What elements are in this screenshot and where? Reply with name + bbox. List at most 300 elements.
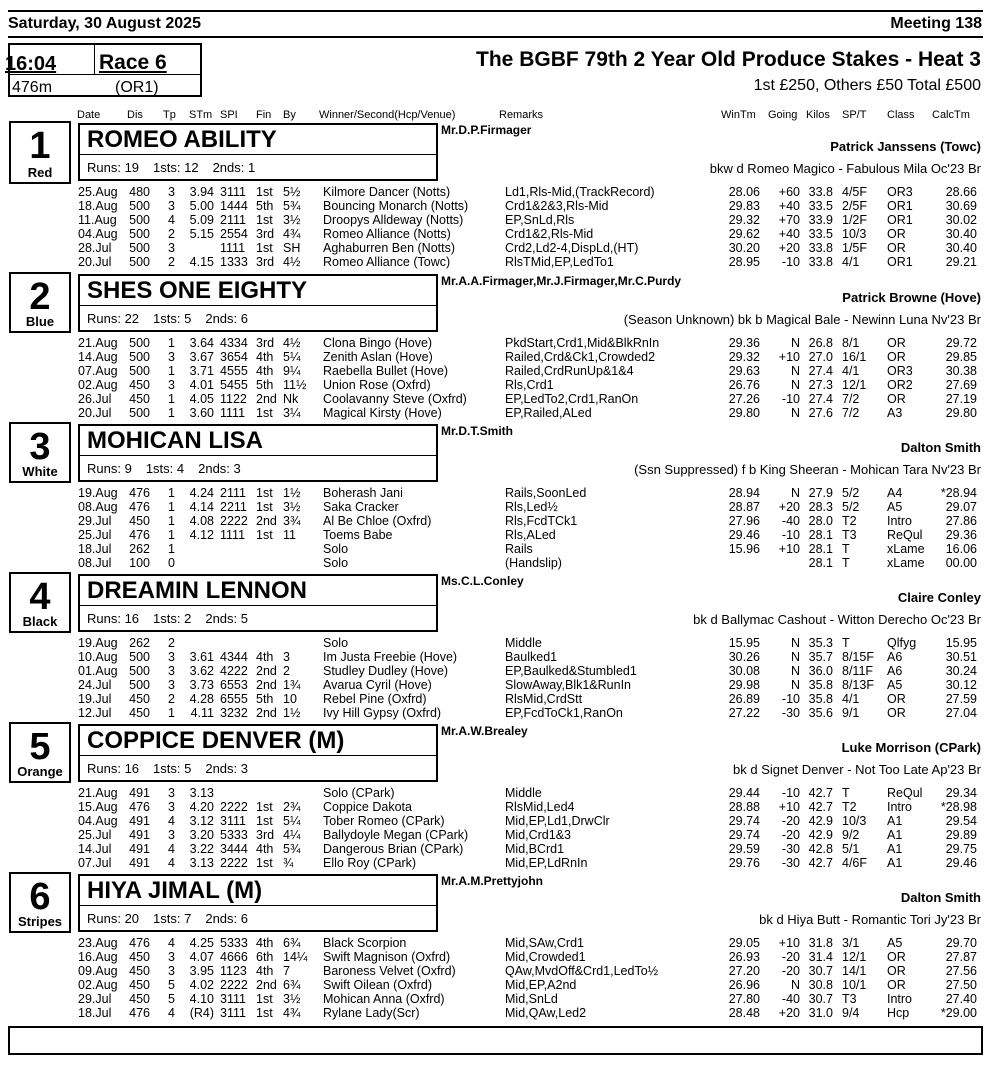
form-cell: 1122 xyxy=(220,392,247,406)
form-cell: 30.8 xyxy=(808,978,833,992)
form-cell: Tober Romeo (CPark) xyxy=(323,814,445,828)
trainer: Patrick Janssens (Towc) xyxy=(830,139,981,154)
form-cell: 19.Aug xyxy=(78,486,118,500)
form-cell: 19.Aug xyxy=(78,636,118,650)
form-cell: +20 xyxy=(778,241,800,255)
runs-count: Runs: 9 xyxy=(87,461,132,476)
form-cell: Union Rose (Oxfrd) xyxy=(323,378,431,392)
form-cell: Ballydoyle Megan (CPark) xyxy=(323,828,469,842)
trap-box xyxy=(9,572,71,633)
form-cell: 1st xyxy=(256,213,273,227)
form-cell: 3/1 xyxy=(842,936,860,950)
form-cell: 28.1 xyxy=(808,528,833,542)
form-cell: 12/1 xyxy=(842,378,867,392)
form-cell: 31.8 xyxy=(808,936,833,950)
form-cell: 3rd xyxy=(256,255,275,269)
form-cell: Baroness Velvet (Oxfrd) xyxy=(323,964,456,978)
form-cell: 42.7 xyxy=(808,856,833,870)
form-cell: 1st xyxy=(256,814,273,828)
form-cell: Droopys Alldeway (Notts) xyxy=(323,213,464,227)
form-cell: 29.89 xyxy=(945,828,977,842)
form-cell: -40 xyxy=(781,992,800,1006)
form-cell: 7/2 xyxy=(842,392,860,406)
runs-summary xyxy=(87,160,269,175)
form-cell: 4th xyxy=(256,650,274,664)
form-cell: 02.Aug xyxy=(78,378,118,392)
form-cell: 29.54 xyxy=(945,814,977,828)
dog-name: MOHICAN LISA xyxy=(87,427,263,454)
form-cell: 28.3 xyxy=(808,500,833,514)
form-cell: 4.07 xyxy=(189,950,214,964)
form-cell: 5.15 xyxy=(189,227,214,241)
form-cell: Mid,BCrd1 xyxy=(505,842,565,856)
form-cell: 3rd xyxy=(256,336,275,350)
form-cell: N xyxy=(790,406,800,420)
form-cell: T2 xyxy=(842,514,857,528)
form-cell: 4/6F xyxy=(842,856,868,870)
form-cell: 3¾ xyxy=(283,514,301,528)
form-cell: 2554 xyxy=(220,227,248,241)
firsts-count: 1sts: 5 xyxy=(153,761,192,776)
form-cell: 6th xyxy=(256,950,274,964)
form-cell: 1 xyxy=(168,514,175,528)
column-header: SP/T xyxy=(842,109,867,121)
form-cell: 491 xyxy=(129,814,150,828)
form-cell: 1111 xyxy=(220,241,246,255)
dog-name: DREAMIN LENNON xyxy=(87,577,307,604)
form-cell: 29.62 xyxy=(728,227,760,241)
form-cell: 6555 xyxy=(220,692,248,706)
form-cell: 500 xyxy=(129,255,150,269)
form-cell: 4.20 xyxy=(189,800,214,814)
form-cell: *28.98 xyxy=(940,800,977,814)
form-cell: QAw,MvdOff&Crd1,LedTo½ xyxy=(505,964,659,978)
form-cell: A5 xyxy=(887,500,903,514)
form-cell: Coppice Dakota xyxy=(323,800,412,814)
form-cell: N xyxy=(790,650,800,664)
breeding: bk d Hiya Butt - Romantic Tori Jy'23 Br xyxy=(759,912,981,927)
seconds-count: 2nds: 6 xyxy=(205,311,248,326)
form-cell: 500 xyxy=(129,241,150,255)
form-cell: 4.05 xyxy=(189,392,214,406)
form-cell: 2 xyxy=(168,227,175,241)
runs-count: Runs: 16 xyxy=(87,611,140,626)
form-cell: 11½ xyxy=(283,378,307,392)
form-cell: 42.9 xyxy=(808,828,833,842)
form-cell: +40 xyxy=(778,199,800,213)
form-cell: 4.02 xyxy=(189,978,214,992)
form-cell: +10 xyxy=(778,350,800,364)
trap-colour: Orange xyxy=(17,764,63,779)
form-cell: 30.7 xyxy=(808,992,833,1006)
form-cell: 4¾ xyxy=(283,227,301,241)
form-cell: 3.22 xyxy=(189,842,214,856)
form-cell: T3 xyxy=(842,528,857,542)
form-cell: Bouncing Monarch (Notts) xyxy=(323,199,469,213)
form-cell: 4222 xyxy=(220,664,248,678)
form-cell: 16/1 xyxy=(842,350,867,364)
form-cell: PkdStart,Crd1,Mid&BlkRnIn xyxy=(505,336,660,350)
dog-name: SHES ONE EIGHTY xyxy=(87,277,308,304)
form-cell: 3232 xyxy=(220,706,248,720)
form-cell: 3.95 xyxy=(189,964,214,978)
form-cell: 4.15 xyxy=(189,255,214,269)
form-cell: 1st xyxy=(256,992,273,1006)
trap-colour: Red xyxy=(27,165,53,180)
form-cell: Studley Dudley (Hove) xyxy=(323,664,449,678)
form-cell: 27.6 xyxy=(808,406,833,420)
form-cell: 6¾ xyxy=(283,978,301,992)
form-cell: A6 xyxy=(887,664,903,678)
form-cell: OR xyxy=(887,692,906,706)
firsts-count: 1sts: 4 xyxy=(145,461,185,476)
form-cell: 2nd xyxy=(256,664,277,678)
form-cell: Intro xyxy=(887,992,913,1006)
form-cell: 2nd xyxy=(256,678,277,692)
form-cell: T xyxy=(842,786,850,800)
form-cell: +20 xyxy=(778,1006,800,1020)
form-cell: 31.0 xyxy=(808,1006,833,1020)
form-cell: 30.02 xyxy=(945,213,977,227)
header-rule xyxy=(8,36,983,38)
form-cell: 29.59 xyxy=(728,842,760,856)
form-cell: 3 xyxy=(168,378,175,392)
trap-number: 1 xyxy=(29,125,51,167)
form-cell: RlsMid,CrdStt xyxy=(505,692,583,706)
form-cell: 29.75 xyxy=(945,842,977,856)
form-cell: EP,LedTo2,Crd1,RanOn xyxy=(505,392,639,406)
form-cell: 1½ xyxy=(283,486,301,500)
form-cell: 4th xyxy=(256,936,274,950)
footer-box xyxy=(8,1026,983,1055)
trainer: Dalton Smith xyxy=(900,890,981,905)
form-cell: 6553 xyxy=(220,678,248,692)
form-cell: 8/15F xyxy=(842,650,874,664)
form-cell: 29.32 xyxy=(728,350,760,364)
form-cell: 3.64 xyxy=(189,336,214,350)
form-cell: *28.94 xyxy=(940,486,977,500)
form-cell: 10/3 xyxy=(842,814,867,828)
form-cell: 42.7 xyxy=(808,786,833,800)
form-cell: Solo (CPark) xyxy=(323,786,395,800)
form-cell: 3rd xyxy=(256,828,275,842)
form-cell: -10 xyxy=(781,692,800,706)
form-cell: 450 xyxy=(129,992,150,1006)
form-cell: 476 xyxy=(129,500,150,514)
form-cell: Crd1&2&3,Rls-Mid xyxy=(505,199,609,213)
form-cell: 1123 xyxy=(220,964,247,978)
form-cell: 3½ xyxy=(283,992,301,1006)
form-cell: 14.Aug xyxy=(78,350,118,364)
form-cell: 26.89 xyxy=(728,692,760,706)
trap-box xyxy=(9,722,71,783)
form-cell: 35.8 xyxy=(808,678,833,692)
form-cell: OR xyxy=(887,964,906,978)
form-cell: T xyxy=(842,556,850,570)
breeding: (Ssn Suppressed) f b King Sheeran - Mohican Tara Nv'23 Br xyxy=(634,462,981,477)
form-cell: 33.9 xyxy=(808,213,833,227)
form-cell: 3 xyxy=(283,650,290,664)
form-cell: 8/13F xyxy=(842,678,874,692)
form-cell: 16.Aug xyxy=(78,950,118,964)
form-cell: 29.70 xyxy=(945,936,977,950)
form-cell: -30 xyxy=(781,856,800,870)
form-cell: 2222 xyxy=(220,978,248,992)
form-cell: 3.13 xyxy=(189,856,214,870)
form-cell: -40 xyxy=(781,514,800,528)
form-cell: 3rd xyxy=(256,227,275,241)
form-cell: Toems Babe xyxy=(323,528,393,542)
column-header: Date xyxy=(77,109,101,121)
form-cell: A1 xyxy=(887,856,903,870)
form-cell: 500 xyxy=(129,406,150,420)
trap-number: 5 xyxy=(29,726,51,768)
form-cell: 29.76 xyxy=(728,856,760,870)
form-cell: 35.3 xyxy=(808,636,833,650)
dog-name-box xyxy=(78,274,438,332)
owner: Mr.A.W.Brealey xyxy=(441,724,528,738)
form-cell: Mid,SAw,Crd1 xyxy=(505,936,584,950)
form-cell: 1st xyxy=(256,185,273,199)
form-cell: -20 xyxy=(781,828,800,842)
name-box-divider xyxy=(80,455,436,456)
form-cell: 3 xyxy=(168,185,175,199)
form-cell: 450 xyxy=(129,392,150,406)
form-cell: 4.08 xyxy=(189,514,214,528)
form-cell: 15.96 xyxy=(728,542,760,556)
form-cell: 26.93 xyxy=(728,950,760,964)
form-cell: 3 xyxy=(168,950,175,964)
form-cell: 29.98 xyxy=(728,678,760,692)
form-cell: -10 xyxy=(781,392,800,406)
form-cell: 3 xyxy=(168,800,175,814)
form-cell: Crd1&2,Rls-Mid xyxy=(505,227,594,241)
form-cell: 19.Jul xyxy=(78,692,112,706)
runs-count: Runs: 20 xyxy=(87,911,140,926)
runs-count: Runs: 19 xyxy=(87,160,140,175)
form-cell: 27.22 xyxy=(728,706,760,720)
form-cell: SlowAway,Blk1&RunIn xyxy=(505,678,631,692)
form-cell: Romeo Alliance (Towc) xyxy=(323,255,451,269)
form-cell: 4666 xyxy=(220,950,248,964)
form-cell: -20 xyxy=(781,950,800,964)
form-cell: Crd2,Ld2-4,DispLd,(HT) xyxy=(505,241,639,255)
form-cell: 1st xyxy=(256,241,273,255)
form-cell: OR xyxy=(887,978,906,992)
seconds-count: 2nds: 1 xyxy=(212,160,256,175)
form-cell: 29.63 xyxy=(728,364,760,378)
form-cell: Mid,QAw,Led2 xyxy=(505,1006,587,1020)
form-cell: +60 xyxy=(778,185,800,199)
form-cell: 262 xyxy=(129,542,150,556)
form-cell: 7 xyxy=(283,964,290,978)
form-cell: 28.1 xyxy=(808,542,833,556)
form-cell: 5½ xyxy=(283,185,301,199)
form-cell: 450 xyxy=(129,706,150,720)
form-cell: 29.83 xyxy=(728,199,760,213)
column-header: Going xyxy=(768,109,798,121)
form-cell: T xyxy=(842,636,850,650)
firsts-count: 1sts: 7 xyxy=(153,911,192,926)
form-cell: 4.12 xyxy=(189,528,214,542)
form-cell: 28.Jul xyxy=(78,241,112,255)
trap-colour: White xyxy=(22,464,58,479)
form-cell: 1st xyxy=(256,528,273,542)
form-cell: 5th xyxy=(256,199,274,213)
trap-colour: Black xyxy=(22,614,58,629)
form-cell: Mid,EP,A2nd xyxy=(505,978,577,992)
form-cell: 27.86 xyxy=(945,514,977,528)
seconds-count: 2nds: 3 xyxy=(198,461,241,476)
form-cell: 28.48 xyxy=(728,1006,760,1020)
trap-number: 6 xyxy=(29,876,51,918)
form-cell: 27.4 xyxy=(808,392,833,406)
form-cell: 1 xyxy=(168,706,175,720)
column-header: Remarks xyxy=(499,109,544,121)
form-cell: 2111 xyxy=(220,213,246,227)
form-cell: 5333 xyxy=(220,936,248,950)
column-header: Fin xyxy=(256,109,272,121)
form-cell: Solo xyxy=(323,556,349,570)
form-cell: Nk xyxy=(283,392,299,406)
form-cell: Coolavanny Steve (Oxfrd) xyxy=(323,392,467,406)
trap-number: 3 xyxy=(29,426,51,468)
form-cell: 4.10 xyxy=(189,992,214,1006)
form-cell: Dangerous Brian (CPark) xyxy=(323,842,464,856)
form-cell: 29.44 xyxy=(728,786,760,800)
form-cell: Zenith Aslan (Hove) xyxy=(323,350,433,364)
form-cell: 5455 xyxy=(220,378,248,392)
form-cell: -10 xyxy=(781,255,800,269)
firsts-count: 1sts: 5 xyxy=(153,311,192,326)
form-cell: 2 xyxy=(168,692,175,706)
form-cell: 1111 xyxy=(220,528,246,542)
form-cell: A5 xyxy=(887,936,903,950)
form-cell: 10/1 xyxy=(842,978,867,992)
form-cell: 1½ xyxy=(283,706,301,720)
form-cell: 18.Jul xyxy=(78,1006,112,1020)
form-cell: 491 xyxy=(129,828,150,842)
form-cell: 4/1 xyxy=(842,255,860,269)
form-cell: 42.7 xyxy=(808,800,833,814)
form-cell: 3111 xyxy=(220,185,246,199)
form-cell: 3 xyxy=(168,828,175,842)
form-cell: 1 xyxy=(168,406,175,420)
trap-box xyxy=(9,422,71,483)
form-cell: OR xyxy=(887,706,906,720)
column-header: By xyxy=(283,109,296,121)
form-cell: Im Justa Freebie (Hove) xyxy=(323,650,458,664)
form-cell: 28.1 xyxy=(808,556,833,570)
race-grade: (OR1) xyxy=(115,79,159,96)
form-cell: 30.24 xyxy=(945,664,977,678)
form-cell: 5¾ xyxy=(283,199,301,213)
form-cell: Mid,EP,Ld1,DrwClr xyxy=(505,814,610,828)
form-cell: 30.20 xyxy=(728,241,760,255)
form-cell: 4th xyxy=(256,364,274,378)
column-header: WinTm xyxy=(721,109,756,121)
form-cell: -30 xyxy=(781,842,800,856)
form-cell: 29.05 xyxy=(728,936,760,950)
form-cell: 4th xyxy=(256,842,274,856)
form-cell: 4 xyxy=(168,213,175,227)
form-cell: 4.11 xyxy=(190,706,214,720)
form-cell: OR xyxy=(887,241,906,255)
form-cell: 4 xyxy=(168,856,175,870)
form-cell: 09.Aug xyxy=(78,964,118,978)
form-cell: 30.51 xyxy=(945,650,977,664)
form-cell: 500 xyxy=(129,678,150,692)
form-cell: 5th xyxy=(256,378,274,392)
form-cell: 1 xyxy=(168,542,175,556)
form-cell: 8/1 xyxy=(842,336,860,350)
runs-summary xyxy=(87,611,262,626)
trainer: Claire Conley xyxy=(897,590,981,605)
form-cell: 3.12 xyxy=(189,814,214,828)
form-cell: Ello Roy (CPark) xyxy=(323,856,417,870)
form-cell: A5 xyxy=(887,678,903,692)
owner: Ms.C.L.Conley xyxy=(441,574,524,588)
form-cell: 1/5F xyxy=(842,241,868,255)
form-cell: Mohican Anna (Oxfrd) xyxy=(323,992,445,1006)
form-cell: 11 xyxy=(283,528,296,542)
form-cell: Rls,FcdTCk1 xyxy=(505,514,578,528)
form-cell: 500 xyxy=(129,213,150,227)
form-cell: ReQul xyxy=(887,528,923,542)
form-cell: Railed,Crd&Ck1,Crowded2 xyxy=(505,350,656,364)
form-cell: 2nd xyxy=(256,706,277,720)
column-header: Tp xyxy=(163,109,176,121)
form-cell: A6 xyxy=(887,650,903,664)
form-cell: 30.69 xyxy=(945,199,977,213)
name-box-divider xyxy=(80,755,436,756)
form-cell: A3 xyxy=(887,406,903,420)
column-header: STm xyxy=(189,109,213,121)
form-cell: 3 xyxy=(168,964,175,978)
runs-summary xyxy=(87,461,255,476)
seconds-count: 2nds: 5 xyxy=(205,611,248,626)
form-cell: 29.74 xyxy=(728,814,760,828)
form-cell: 18.Aug xyxy=(78,199,118,213)
dog-name-box xyxy=(78,123,438,181)
form-cell: 2 xyxy=(168,636,175,650)
form-cell: EP,Railed,ALed xyxy=(505,406,592,420)
form-cell: 4½ xyxy=(283,255,301,269)
form-cell: 3.73 xyxy=(189,678,214,692)
form-cell: OR xyxy=(887,227,906,241)
form-cell: 08.Jul xyxy=(78,556,112,570)
form-cell: 35.8 xyxy=(808,692,833,706)
form-cell: 450 xyxy=(129,514,150,528)
form-cell: 5 xyxy=(168,992,175,1006)
race-prize: 1st £250, Others £50 Total £500 xyxy=(753,77,981,94)
form-cell: +70 xyxy=(778,213,800,227)
form-cell: 4344 xyxy=(220,650,248,664)
form-cell: 12/1 xyxy=(842,950,867,964)
form-cell: 27.26 xyxy=(728,392,760,406)
form-cell: Middle xyxy=(505,636,542,650)
form-cell: 5¼ xyxy=(283,350,301,364)
form-cell: 3.71 xyxy=(189,364,214,378)
form-cell: OR3 xyxy=(887,185,913,199)
form-cell: 2nd xyxy=(256,392,277,406)
form-cell: 3.60 xyxy=(189,406,214,420)
form-cell: 27.19 xyxy=(945,392,977,406)
form-cell: OR xyxy=(887,336,906,350)
form-cell: N xyxy=(790,336,800,350)
trap-box xyxy=(9,872,71,933)
race-title: The BGBF 79th 2 Year Old Produce Stakes - Heat 3 xyxy=(476,48,981,71)
